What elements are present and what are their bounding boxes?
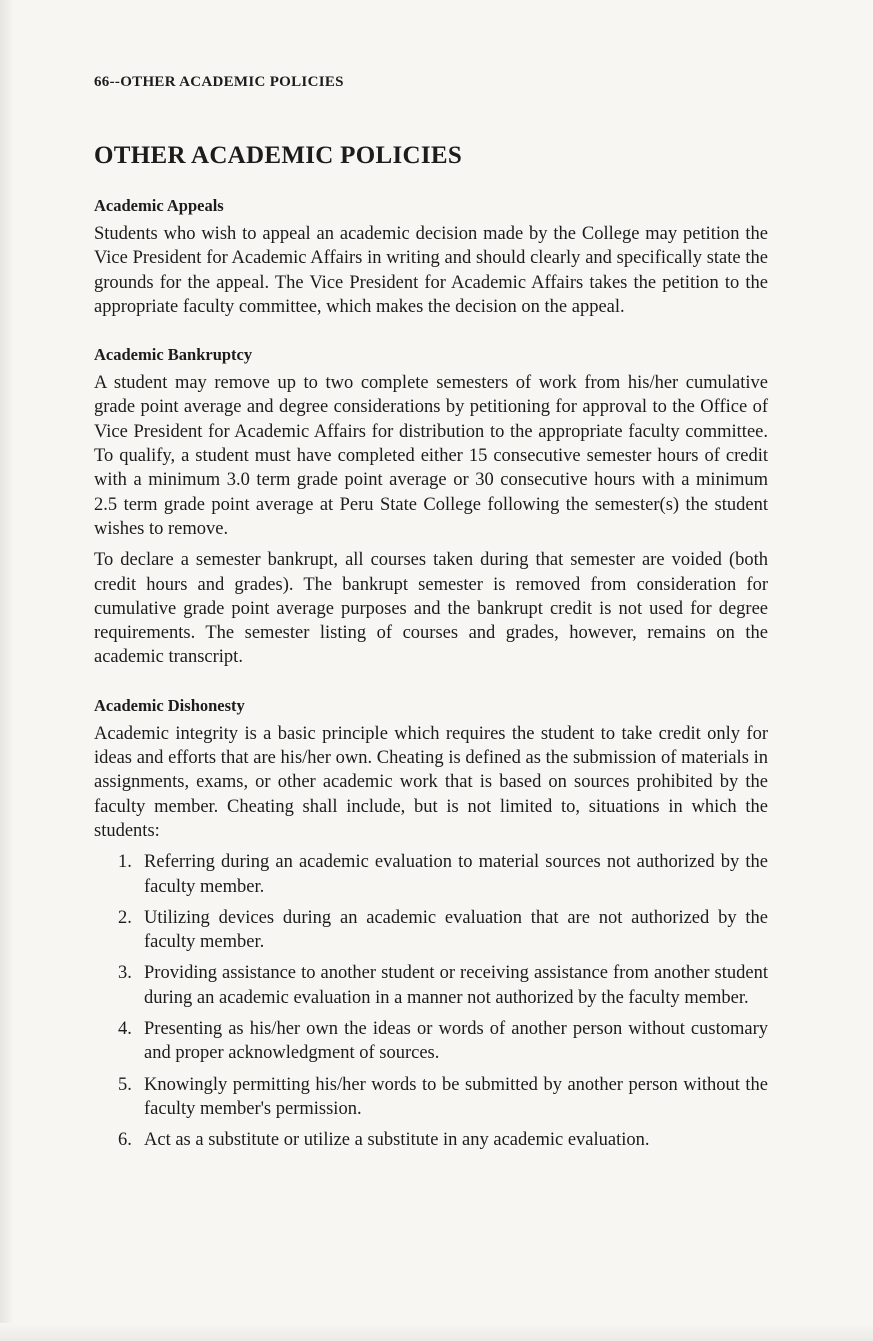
list-number: 3.	[118, 963, 132, 984]
page-bottom-shadow	[0, 1323, 873, 1341]
list-item	[94, 1017, 768, 1066]
paragraph: Students who wish to appeal an academic decision made by the College may petition the Vice President for Academic Affairs in writing and should clearly and specifically state the grounds for the appeal. The Vice President for Academic Affairs takes the petition to the appropriate faculty committee, which makes the decision on the appeal.	[94, 224, 768, 317]
section-heading: Academic Appeals	[94, 196, 224, 215]
list-item	[94, 1128, 768, 1152]
page-content	[94, 142, 768, 1178]
section-academic-appeals	[94, 195, 768, 319]
list-number: 4.	[118, 1019, 132, 1040]
page-title: OTHER ACADEMIC POLICIES	[94, 142, 463, 169]
list-item	[94, 906, 768, 955]
list-item-text: Knowingly permitting his/her words to be submitted by another person without the faculty member's permission.	[144, 1074, 768, 1119]
list-item-text: Presenting as his/her own the ideas or words of another person without customary and proper acknowledgment of sources.	[144, 1019, 768, 1064]
paragraph: Academic integrity is a basic principle which requires the student to take credit only for ideas and efforts that are his/her own. Cheating is defined as the submission of materials in assignments, exams, or other academic work that is based on sources prohibited by the faculty member. Cheating shall include, but is not limited to, situations in which the students:	[94, 723, 768, 841]
list-item-text: Utilizing devices during an academic evaluation that are not authorized by the faculty member.	[144, 907, 768, 953]
list-item-text: Providing assistance to another student or receiving assistance from another student during an academic evaluation in a manner not authorized by the faculty member.	[144, 963, 768, 1008]
list-item	[94, 961, 768, 1010]
list-number: 6.	[118, 1130, 132, 1151]
section-academic-dishonesty	[94, 695, 768, 1153]
running-header: 66--OTHER ACADEMIC POLICIES	[94, 74, 344, 90]
section-heading: Academic Bankruptcy	[94, 345, 253, 365]
list-item-text: Referring during an academic evaluation to material sources not authorized by the faculty member.	[144, 852, 768, 897]
cheating-list	[94, 850, 768, 1152]
page-edge-shadow	[0, 0, 14, 1341]
list-item	[94, 1073, 768, 1122]
list-number: 2.	[118, 907, 132, 928]
section-heading: Academic Dishonesty	[94, 695, 245, 715]
paragraph: To declare a semester bankrupt, all courses taken during that semester are voided (both credit hours and grades). The bankrupt semester is removed from consideration for cumulative grade point average purposes and the bankrupt credit is not used for degree requirements. The semester listing of courses and grades, however, remains on the academic transcript.	[94, 550, 768, 668]
paragraph: A student may remove up to two complete semesters of work from his/her cumulative grade point average and degree considerations by petitioning for approval to the Office of Vice President for Academic Affairs for distribution to the appropriate faculty committee. To qualify, a student must have completed either 15 consecutive semester hours of credit with a minimum 3.0 term grade point average or 30 consecutive hours with a minimum 2.5 term grade point average at Peru State College following the semester(s) the student wishes to remove.	[94, 373, 768, 539]
list-number: 5.	[118, 1074, 132, 1095]
list-item	[94, 850, 768, 899]
list-number: 1.	[118, 852, 132, 873]
list-item-text: Act as a substitute or utilize a substitute in any academic evaluation.	[144, 1130, 650, 1151]
section-academic-bankruptcy	[94, 344, 768, 670]
